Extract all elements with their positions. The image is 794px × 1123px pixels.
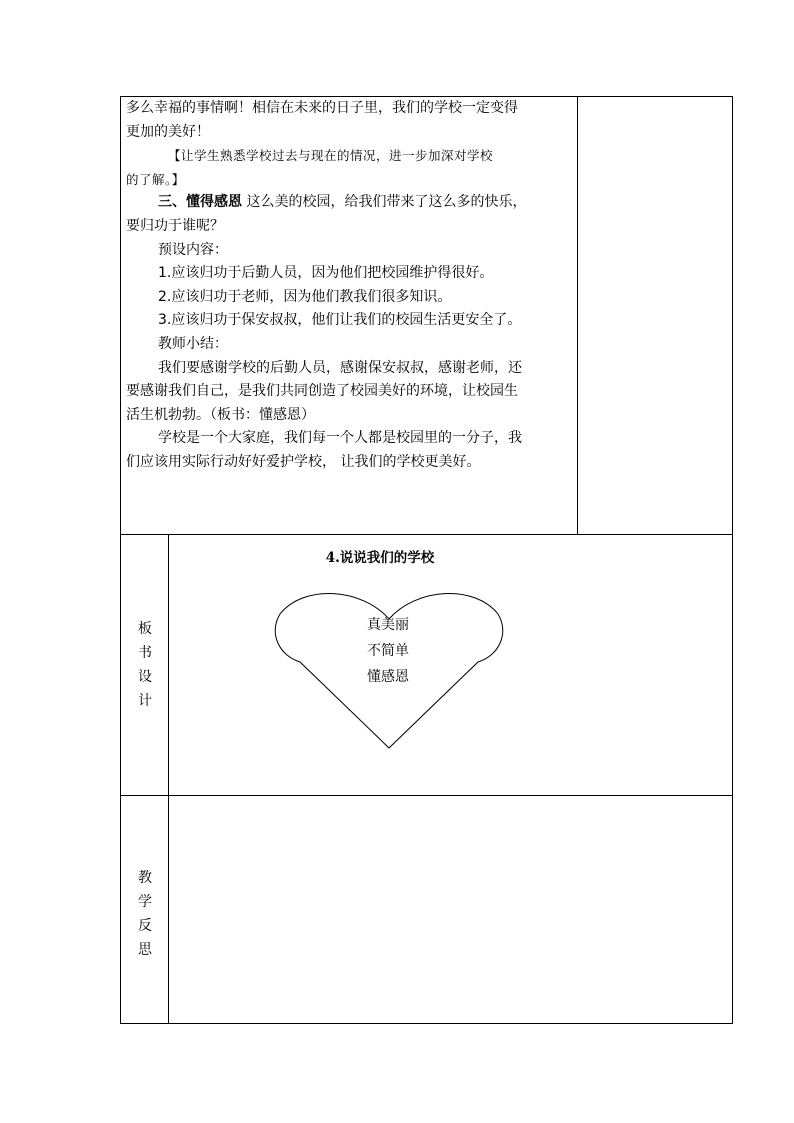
- reflection-content-cell: [169, 796, 732, 1023]
- label-char: 思: [138, 942, 152, 958]
- teaching-reflection-label: [121, 866, 169, 962]
- section3-text: 这么美的校园，给我们带来了这么多的快乐，: [246, 194, 527, 211]
- answer-item: 3.应该归功于保安叔叔，他们让我们的校园生活更安全了。: [158, 312, 522, 329]
- label-char: 板: [138, 621, 152, 637]
- text-line: 要归功于谁呢？: [126, 217, 224, 234]
- heart-word: 真美丽: [367, 617, 409, 633]
- label-char: 教: [138, 870, 152, 886]
- text-line: 多么幸福的事情啊！相信在未来的日子里，我们的学校一定变得: [126, 100, 518, 116]
- section3-heading: 三、懂得感恩: [158, 194, 242, 211]
- row-divider-1: [120, 534, 733, 535]
- label-char: 计: [138, 693, 152, 709]
- answer-item: 2.应该归功于老师，因为他们教我们很多知识。: [158, 288, 452, 305]
- text-line: 更加的美好！: [126, 123, 210, 140]
- board-title: 4.说说我们的学校: [325, 550, 435, 566]
- summary-line: 活生机勃勃。（板书：懂感恩）: [126, 406, 315, 423]
- table-right-border: [732, 96, 733, 1024]
- answer-item: 1.应该归功于后勤人员，因为他们把校园维护得很好。: [158, 265, 494, 282]
- label-char: 书: [138, 645, 152, 661]
- summary-line: 我们要感谢学校的后勤人员，感谢保安叔叔，感谢老师，还: [158, 359, 522, 376]
- heart-words: [340, 612, 436, 690]
- lesson-content: [126, 97, 576, 475]
- preset-label: 预设内容：: [158, 241, 228, 258]
- summary-label: 教师小结：: [158, 335, 228, 352]
- label-char: 学: [138, 894, 152, 910]
- label-char: 设: [138, 669, 152, 685]
- top-row-column-divider: [577, 96, 578, 535]
- teaching-note-cont: 的了解。】: [126, 171, 185, 187]
- board-design-label: [121, 617, 169, 713]
- teaching-note: 【让学生熟悉学校过去与现在的情况，进一步加深对学校: [168, 148, 494, 164]
- label-char: 反: [138, 918, 152, 934]
- section3-line: [126, 191, 576, 215]
- heart-word: 不简单: [367, 643, 409, 659]
- summary-line: 要感谢我们自己，是我们共同创造了校园美好的环境，让校园生: [126, 383, 518, 400]
- table-bottom-border: [120, 1023, 733, 1024]
- heart-word: 懂感恩: [367, 669, 409, 685]
- closing-line: 们应该用实际行动好好爱护学校， 让我们的学校更美好。: [126, 453, 481, 470]
- closing-line: 学校是一个大家庭，我们每一个人都是校园里的一分子，我: [158, 430, 522, 447]
